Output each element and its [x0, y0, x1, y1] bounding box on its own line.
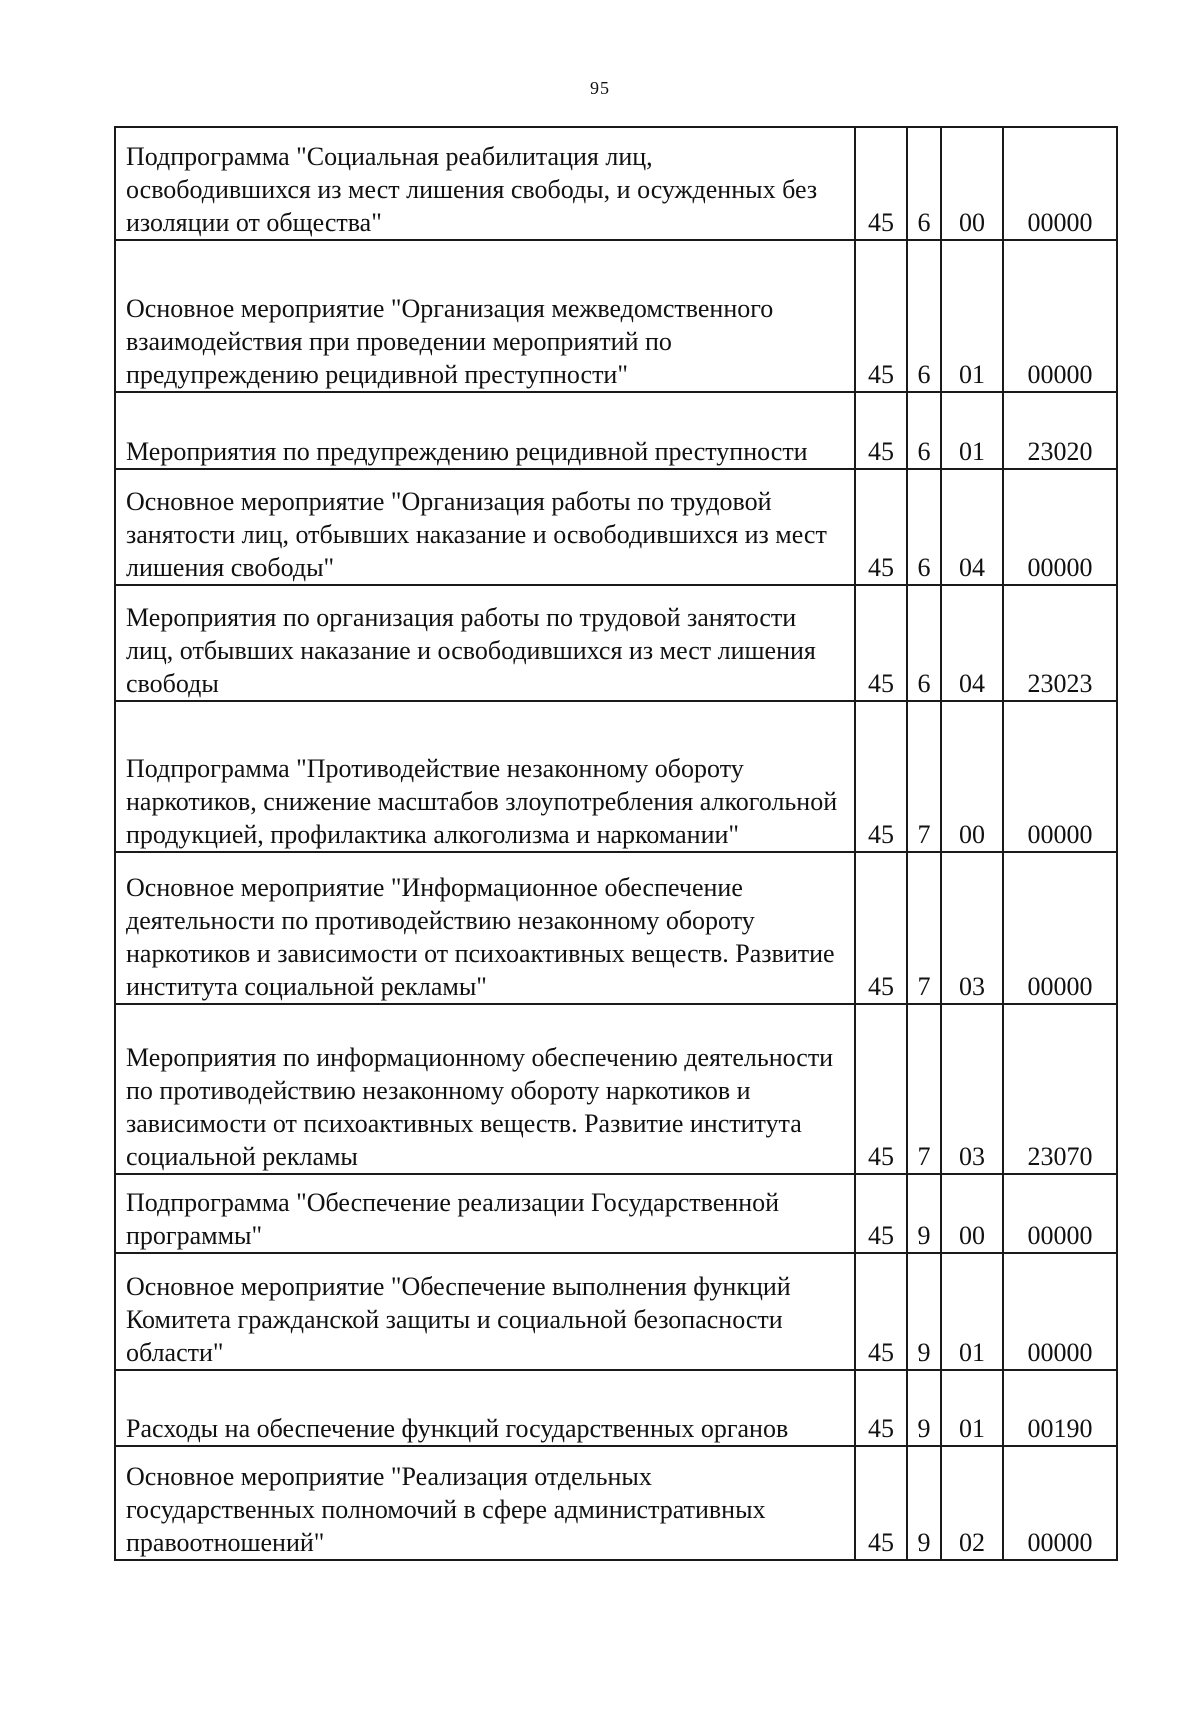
direction-code: 23020 [1003, 392, 1117, 469]
direction-code: 00000 [1003, 240, 1117, 392]
subprogram-code: 6 [907, 127, 941, 240]
row-description: Основное мероприятие "Организация работы по трудовой занятости лиц, отбывших наказание и освободившихся из мест лишения свободы" [115, 469, 855, 585]
main-event-code: 00 [941, 1174, 1003, 1253]
direction-code: 23023 [1003, 585, 1117, 701]
subprogram-code: 6 [907, 240, 941, 392]
main-event-code: 01 [941, 392, 1003, 469]
program-code: 45 [855, 585, 907, 701]
table-row [115, 392, 1117, 469]
main-event-code: 02 [941, 1446, 1003, 1560]
program-code: 45 [855, 1253, 907, 1370]
table-row [115, 585, 1117, 701]
table-row [115, 1174, 1117, 1253]
budget-classification-table [114, 126, 1118, 1561]
main-event-code: 04 [941, 469, 1003, 585]
direction-code: 00000 [1003, 1446, 1117, 1560]
table-row [115, 852, 1117, 1004]
row-description: Мероприятия по информационному обеспечению деятельности по противодействию незаконному обороту наркотиков и зависимости от психоактивных веществ. Развитие института социальной рекламы [115, 1004, 855, 1174]
table-row [115, 1253, 1117, 1370]
row-description: Основное мероприятие "Реализация отдельных государственных полномочий в сфере административных правоотношений" [115, 1446, 855, 1560]
program-code: 45 [855, 1174, 907, 1253]
subprogram-code: 6 [907, 585, 941, 701]
table-row [115, 1370, 1117, 1446]
row-description: Мероприятия по предупреждению рецидивной преступности [115, 392, 855, 469]
main-event-code: 03 [941, 1004, 1003, 1174]
subprogram-code: 9 [907, 1370, 941, 1446]
table-row [115, 127, 1117, 240]
subprogram-code: 7 [907, 701, 941, 852]
program-code: 45 [855, 240, 907, 392]
subprogram-code: 7 [907, 852, 941, 1004]
subprogram-code: 9 [907, 1253, 941, 1370]
subprogram-code: 6 [907, 392, 941, 469]
row-description: Подпрограмма "Противодействие незаконному обороту наркотиков, снижение масштабов злоупотребления алкогольной продукцией, профилактика алкоголизма и наркомании" [115, 701, 855, 852]
table-row [115, 240, 1117, 392]
direction-code: 23070 [1003, 1004, 1117, 1174]
direction-code: 00190 [1003, 1370, 1117, 1446]
main-event-code: 03 [941, 852, 1003, 1004]
table-row [115, 1004, 1117, 1174]
program-code: 45 [855, 127, 907, 240]
main-event-code: 00 [941, 701, 1003, 852]
program-code: 45 [855, 469, 907, 585]
subprogram-code: 9 [907, 1446, 941, 1560]
table-row [115, 469, 1117, 585]
row-description: Основное мероприятие "Информационное обеспечение деятельности по противодействию незаконному обороту наркотиков и зависимости от психоактивных веществ. Развитие института социальной рекламы" [115, 852, 855, 1004]
direction-code: 00000 [1003, 852, 1117, 1004]
main-event-code: 01 [941, 240, 1003, 392]
table-row [115, 701, 1117, 852]
main-event-code: 01 [941, 1370, 1003, 1446]
program-code: 45 [855, 1370, 907, 1446]
direction-code: 00000 [1003, 701, 1117, 852]
subprogram-code: 9 [907, 1174, 941, 1253]
row-description: Расходы на обеспечение функций государственных органов [115, 1370, 855, 1446]
table-row [115, 1446, 1117, 1560]
subprogram-code: 6 [907, 469, 941, 585]
program-code: 45 [855, 852, 907, 1004]
row-description: Подпрограмма "Социальная реабилитация лиц, освободившихся из мест лишения свободы, и осужденных без изоляции от общества" [115, 127, 855, 240]
direction-code: 00000 [1003, 1174, 1117, 1253]
program-code: 45 [855, 392, 907, 469]
program-code: 45 [855, 1446, 907, 1560]
program-code: 45 [855, 1004, 907, 1174]
subprogram-code: 7 [907, 1004, 941, 1174]
main-event-code: 00 [941, 127, 1003, 240]
row-description: Мероприятия по организация работы по трудовой занятости лиц, отбывших наказание и освободившихся из мест лишения свободы [115, 585, 855, 701]
row-description: Подпрограмма "Обеспечение реализации Государственной программы" [115, 1174, 855, 1253]
program-code: 45 [855, 701, 907, 852]
direction-code: 00000 [1003, 1253, 1117, 1370]
row-description: Основное мероприятие "Организация межведомственного взаимодействия при проведении мероприятий по предупреждению рецидивной преступности" [115, 240, 855, 392]
direction-code: 00000 [1003, 469, 1117, 585]
row-description: Основное мероприятие "Обеспечение выполнения функций Комитета гражданской защиты и социальной безопасности области" [115, 1253, 855, 1370]
page-number: 95 [590, 78, 610, 98]
main-event-code: 01 [941, 1253, 1003, 1370]
main-event-code: 04 [941, 585, 1003, 701]
direction-code: 00000 [1003, 127, 1117, 240]
